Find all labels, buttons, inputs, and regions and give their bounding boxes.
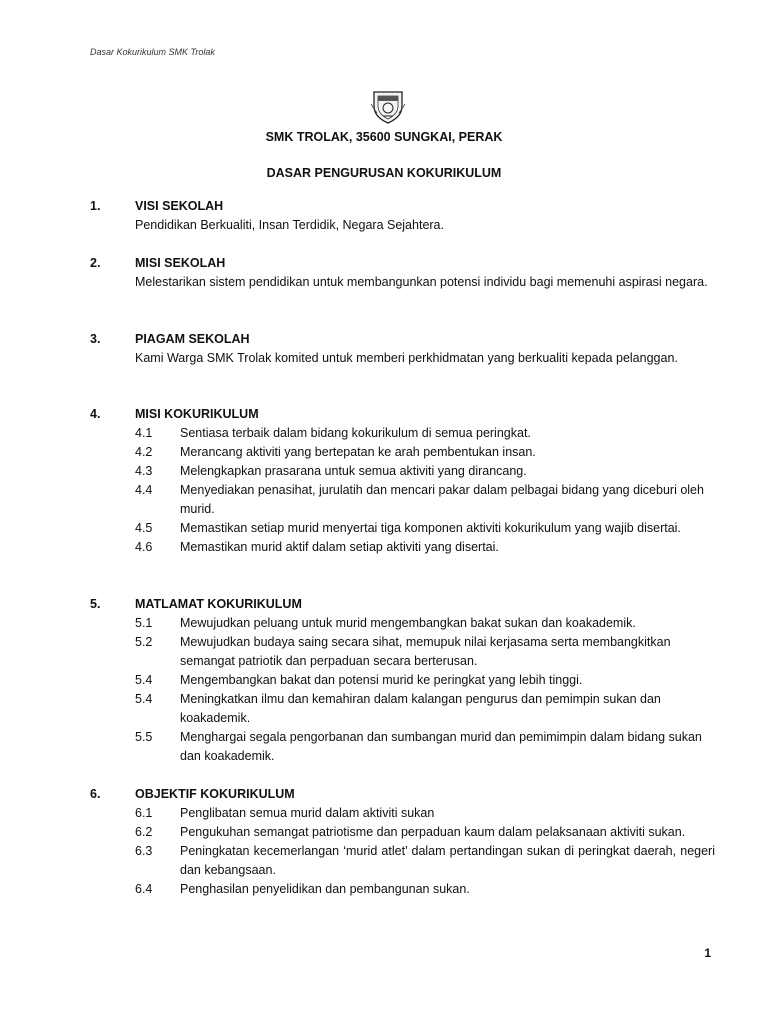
policy-title: DASAR PENGURUSAN KOKURIKULUM [266, 166, 502, 180]
item-number: 6.4 [135, 882, 153, 896]
section-misi-kokurikulum [90, 405, 715, 557]
item-text: Peningkatan kecemerlangan ‘murid atlet’ dalam pertandingan sukan di peringkat daerah, negeri dan kebangsaan. [180, 844, 715, 877]
item-text: Menghargai segala pengorbanan dan sumbangan murid dan pemimimpin dalam bidang sukan dan koakademik. [180, 730, 702, 763]
item-number: 4.4 [135, 483, 153, 497]
item-number: 5.2 [135, 635, 153, 649]
item-number: 5.5 [135, 730, 153, 744]
item-text: Penglibatan semua murid dalam aktiviti sukan [180, 806, 435, 820]
list-item [135, 804, 715, 823]
section-heading: MISI KOKURIKULUM [135, 407, 259, 421]
item-text: Memastikan murid aktif dalam setiap aktiviti yang disertai. [180, 540, 499, 554]
item-number: 4.6 [135, 540, 153, 554]
list-item [135, 443, 715, 462]
section-heading: VISI SEKOLAH [135, 199, 224, 213]
item-number: 5.4 [135, 692, 153, 706]
item-number: 5.4 [135, 673, 153, 687]
list-item [135, 614, 715, 633]
item-text: Mewujudkan peluang untuk murid mengembangkan bakat sukan dan koakademik. [180, 616, 636, 630]
section-heading: PIAGAM SEKOLAH [135, 332, 250, 346]
section-misi-sekolah [90, 254, 715, 292]
list-item [135, 880, 715, 899]
item-text: Mengembangkan bakat dan potensi murid ke peringkat yang lebih tinggi. [180, 673, 583, 687]
item-text: Meningkatkan ilmu dan kemahiran dalam kalangan pengurus dan pemimpin sukan dan koakademik. [180, 692, 661, 725]
item-number: 5.1 [135, 616, 153, 630]
item-text: Sentiasa terbaik dalam bidang kokurikulum di semua peringkat. [180, 426, 531, 440]
item-text: Merancang aktiviti yang bertepatan ke arah pembentukan insan. [180, 445, 536, 459]
item-number: 4.5 [135, 521, 153, 535]
item-text: Memastikan setiap murid menyertai tiga komponen aktiviti kokurikulum yang wajib disertai. [180, 521, 681, 535]
item-text: Penghasilan penyelidikan dan pembangunan sukan. [180, 882, 470, 896]
list-item [135, 823, 715, 842]
item-number: 4.2 [135, 445, 153, 459]
item-number: 4.1 [135, 426, 153, 440]
section-visi-sekolah [90, 197, 715, 235]
section-text: Melestarikan sistem pendidikan untuk membangunkan potensi individu bagi memenuhi aspirasi negara. [135, 275, 708, 289]
list-item [135, 633, 715, 671]
section-piagam-sekolah [90, 330, 715, 368]
list-item [135, 690, 715, 728]
section-text: Kami Warga SMK Trolak komited untuk memberi perkhidmatan yang berkualiti kepada pelanggan. [135, 351, 678, 365]
list-item [135, 728, 715, 766]
running-header: Dasar Kokurikulum SMK Trolak [90, 47, 215, 57]
list-item [135, 538, 715, 557]
section-heading: MATLAMAT KOKURIKULUM [135, 597, 302, 611]
list-item [135, 462, 715, 481]
section-heading: OBJEKTIF KOKURIKULUM [135, 787, 295, 801]
section-text: Pendidikan Berkualiti, Insan Terdidik, Negara Sejahtera. [135, 218, 444, 232]
item-number: 6.2 [135, 825, 153, 839]
section-number: 4. [90, 407, 101, 421]
section-number: 5. [90, 597, 101, 611]
section-number: 2. [90, 256, 101, 270]
item-text: Menyediakan penasihat, jurulatih dan mencari pakar dalam pelbagai bidang yang diceburi oleh murid. [180, 483, 704, 516]
section-number: 3. [90, 332, 101, 346]
school-title: SMK TROLAK, 35600 SUNGKAI, PERAK [265, 130, 503, 144]
school-crest-icon [370, 89, 406, 125]
list-item [135, 842, 715, 880]
section-matlamat-kokurikulum [90, 595, 715, 766]
item-number: 6.1 [135, 806, 153, 820]
list-item [135, 481, 715, 519]
list-item [135, 424, 715, 443]
section-number: 1. [90, 199, 101, 213]
item-text: Mewujudkan budaya saing secara sihat, memupuk nilai kerjasama serta membangkitkan semangat patriotik dan perpaduan secara berterusan. [180, 635, 671, 668]
item-text: Melengkapkan prasarana untuk semua aktiviti yang dirancang. [180, 464, 527, 478]
section-heading: MISI SEKOLAH [135, 256, 226, 270]
section-objektif-kokurikulum [90, 785, 715, 899]
list-item [135, 671, 715, 690]
page-number: 1 [704, 946, 711, 960]
item-text: Pengukuhan semangat patriotisme dan perpaduan kaum dalam pelaksanaan aktiviti sukan. [180, 825, 686, 839]
list-item [135, 519, 715, 538]
item-number: 4.3 [135, 464, 153, 478]
section-number: 6. [90, 787, 101, 801]
item-number: 6.3 [135, 844, 153, 858]
